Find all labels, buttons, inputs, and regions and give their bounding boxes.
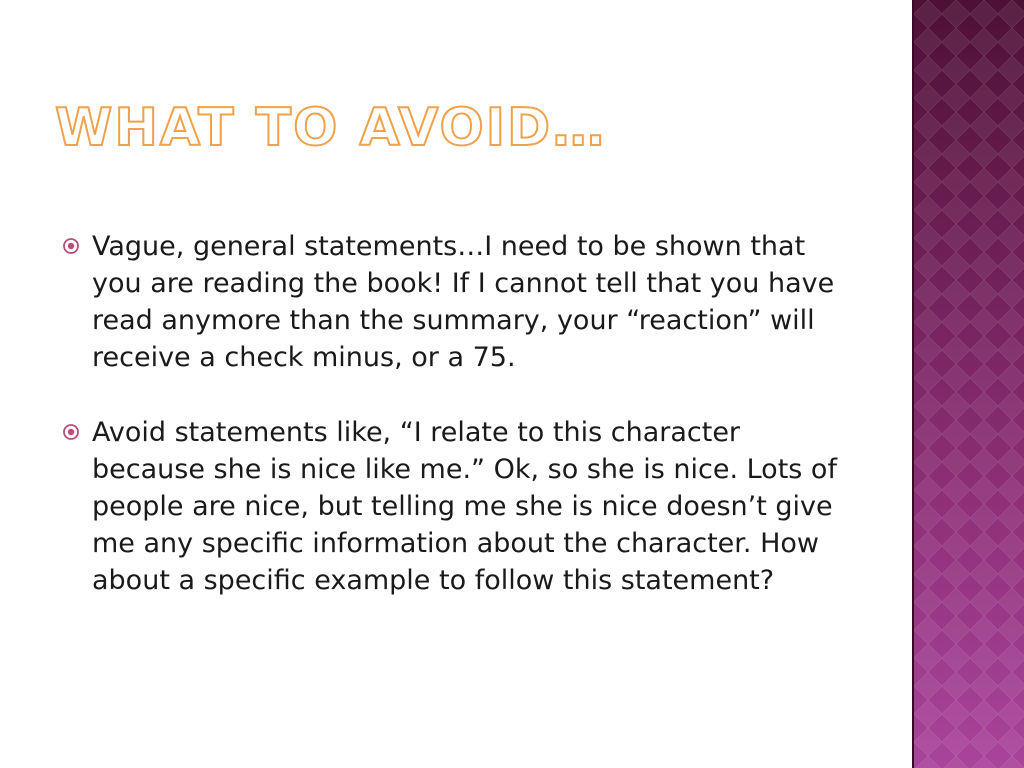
decorative-side-panel (912, 0, 1024, 768)
slide-title: WHAT TO AVOID… (55, 98, 607, 158)
bullet-text: Vague, general statements…I need to be shown that you are reading the book! If I cannot tell that you have read anymore than the summary, your “reaction” will receive a check minus, or a 75. (92, 231, 835, 373)
circle-dot-icon (62, 423, 80, 441)
bullet-item (62, 414, 852, 599)
bullet-text: Avoid statements like, “I relate to this character because she is nice like me.” Ok, so she is nice. Lots of people are nice, but telling me she is nice doesn’t give me any specific information about the character. How about a specific example to follow this statement? (92, 417, 837, 596)
bullet-list (62, 228, 852, 637)
diamond-pattern (914, 0, 1024, 768)
bullet-item (62, 228, 852, 376)
circle-dot-icon (62, 237, 80, 255)
